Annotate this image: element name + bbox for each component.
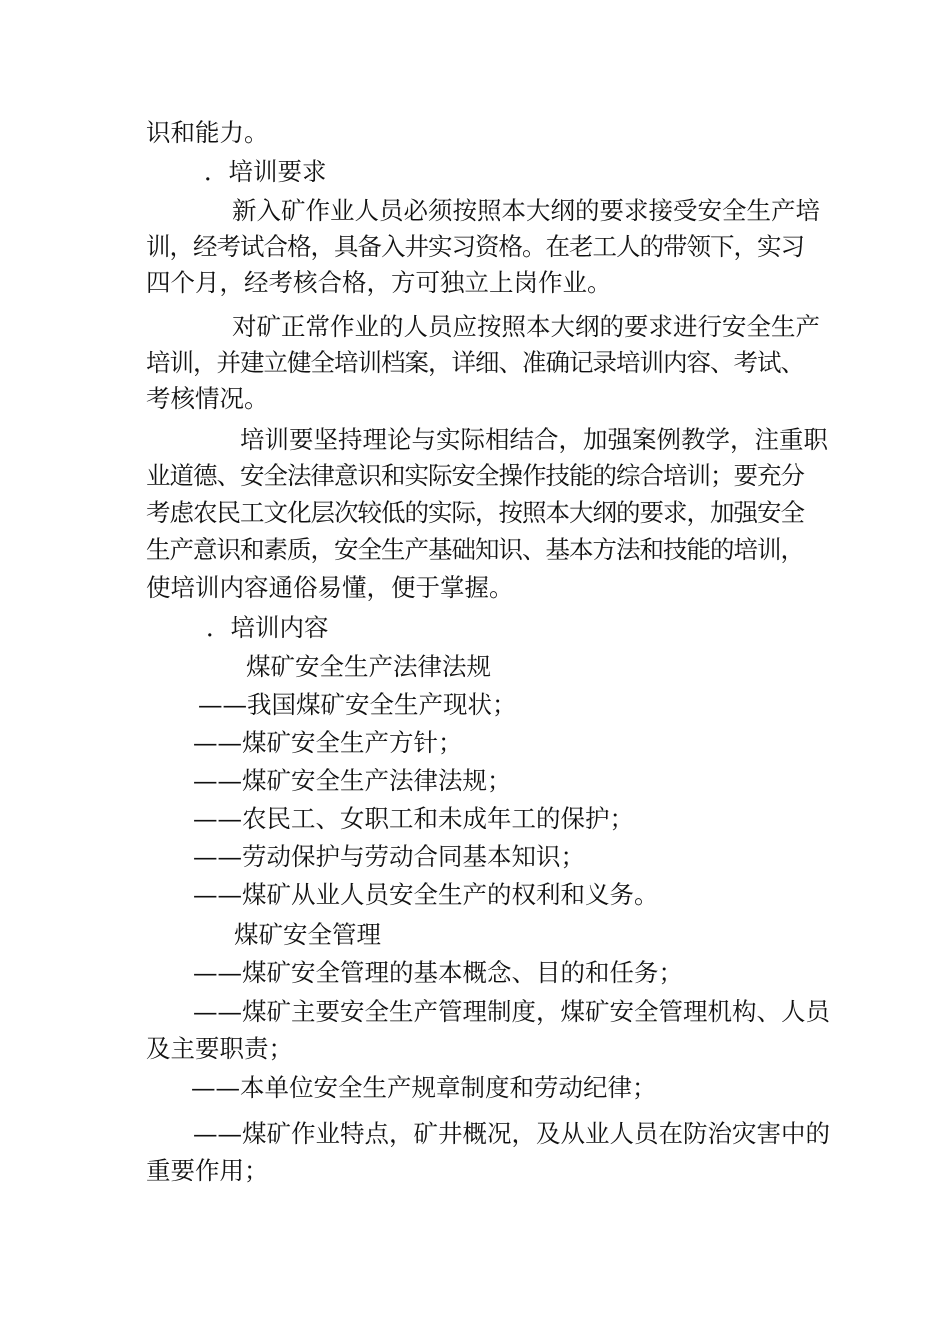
list-item: ——煤矿安全生产方针； (193, 728, 463, 757)
text-line: 重要作用； (146, 1156, 269, 1185)
list-item: ——煤矿作业特点，矿井概况，及从业人员在防治灾害中的 (193, 1119, 830, 1148)
text-line: 对矿正常作业的人员应按照本大纲的要求进行安全生产 (232, 312, 820, 341)
text-line: 考虑农民工文化层次较低的实际，按照本大纲的要求，加强安全 (146, 498, 804, 527)
list-item: ——农民工、女职工和未成年工的保护； (193, 804, 634, 833)
text-line: 培训要坚持理论与实际相结合，加强案例教学，注重职 (240, 425, 828, 454)
text-line: 培训，并建立健全培训档案，详细、准确记录培训内容、考试、 (146, 348, 804, 377)
list-item: ——劳动保护与劳动合同基本知识； (193, 842, 585, 871)
subsection-heading: 煤矿安全管理 (234, 920, 381, 949)
text-line: 生产意识和素质，安全生产基础知识、基本方法和技能的培训， (146, 535, 804, 564)
list-item: ——煤矿安全管理的基本概念、目的和任务； (193, 958, 683, 987)
list-item: ——煤矿主要安全生产管理制度，煤矿安全管理机构、人员 (193, 997, 830, 1026)
subsection-heading: 煤矿安全生产法律法规 (246, 652, 491, 681)
section-heading: ．培训要求 (204, 157, 327, 186)
text-line: 使培训内容通俗易懂，便于掌握。 (146, 573, 514, 602)
text-line: 及主要职责； (146, 1034, 293, 1063)
list-item: ——煤矿从业人员安全生产的权利和义务。 (193, 880, 659, 909)
text-line: 训，经考试合格，具备入井实习资格。在老工人的带领下，实习 (146, 232, 804, 261)
text-line: 识和能力。 (146, 118, 269, 147)
text-line: 新入矿作业人员必须按照本大纲的要求接受安全生产培 (232, 196, 820, 225)
list-item: ——煤矿安全生产法律法规； (193, 766, 512, 795)
list-item: ——我国煤矿安全生产现状； (198, 690, 517, 719)
list-item: ——本单位安全生产规章制度和劳动纪律； (191, 1073, 657, 1102)
text-line: 考核情况。 (146, 384, 269, 413)
text-line: 四个月，经考核合格，方可独立上岗作业。 (146, 268, 612, 297)
section-heading: ．培训内容 (206, 613, 329, 642)
text-line: 业道德、安全法律意识和实际安全操作技能的综合培训；要充分 (146, 461, 804, 490)
